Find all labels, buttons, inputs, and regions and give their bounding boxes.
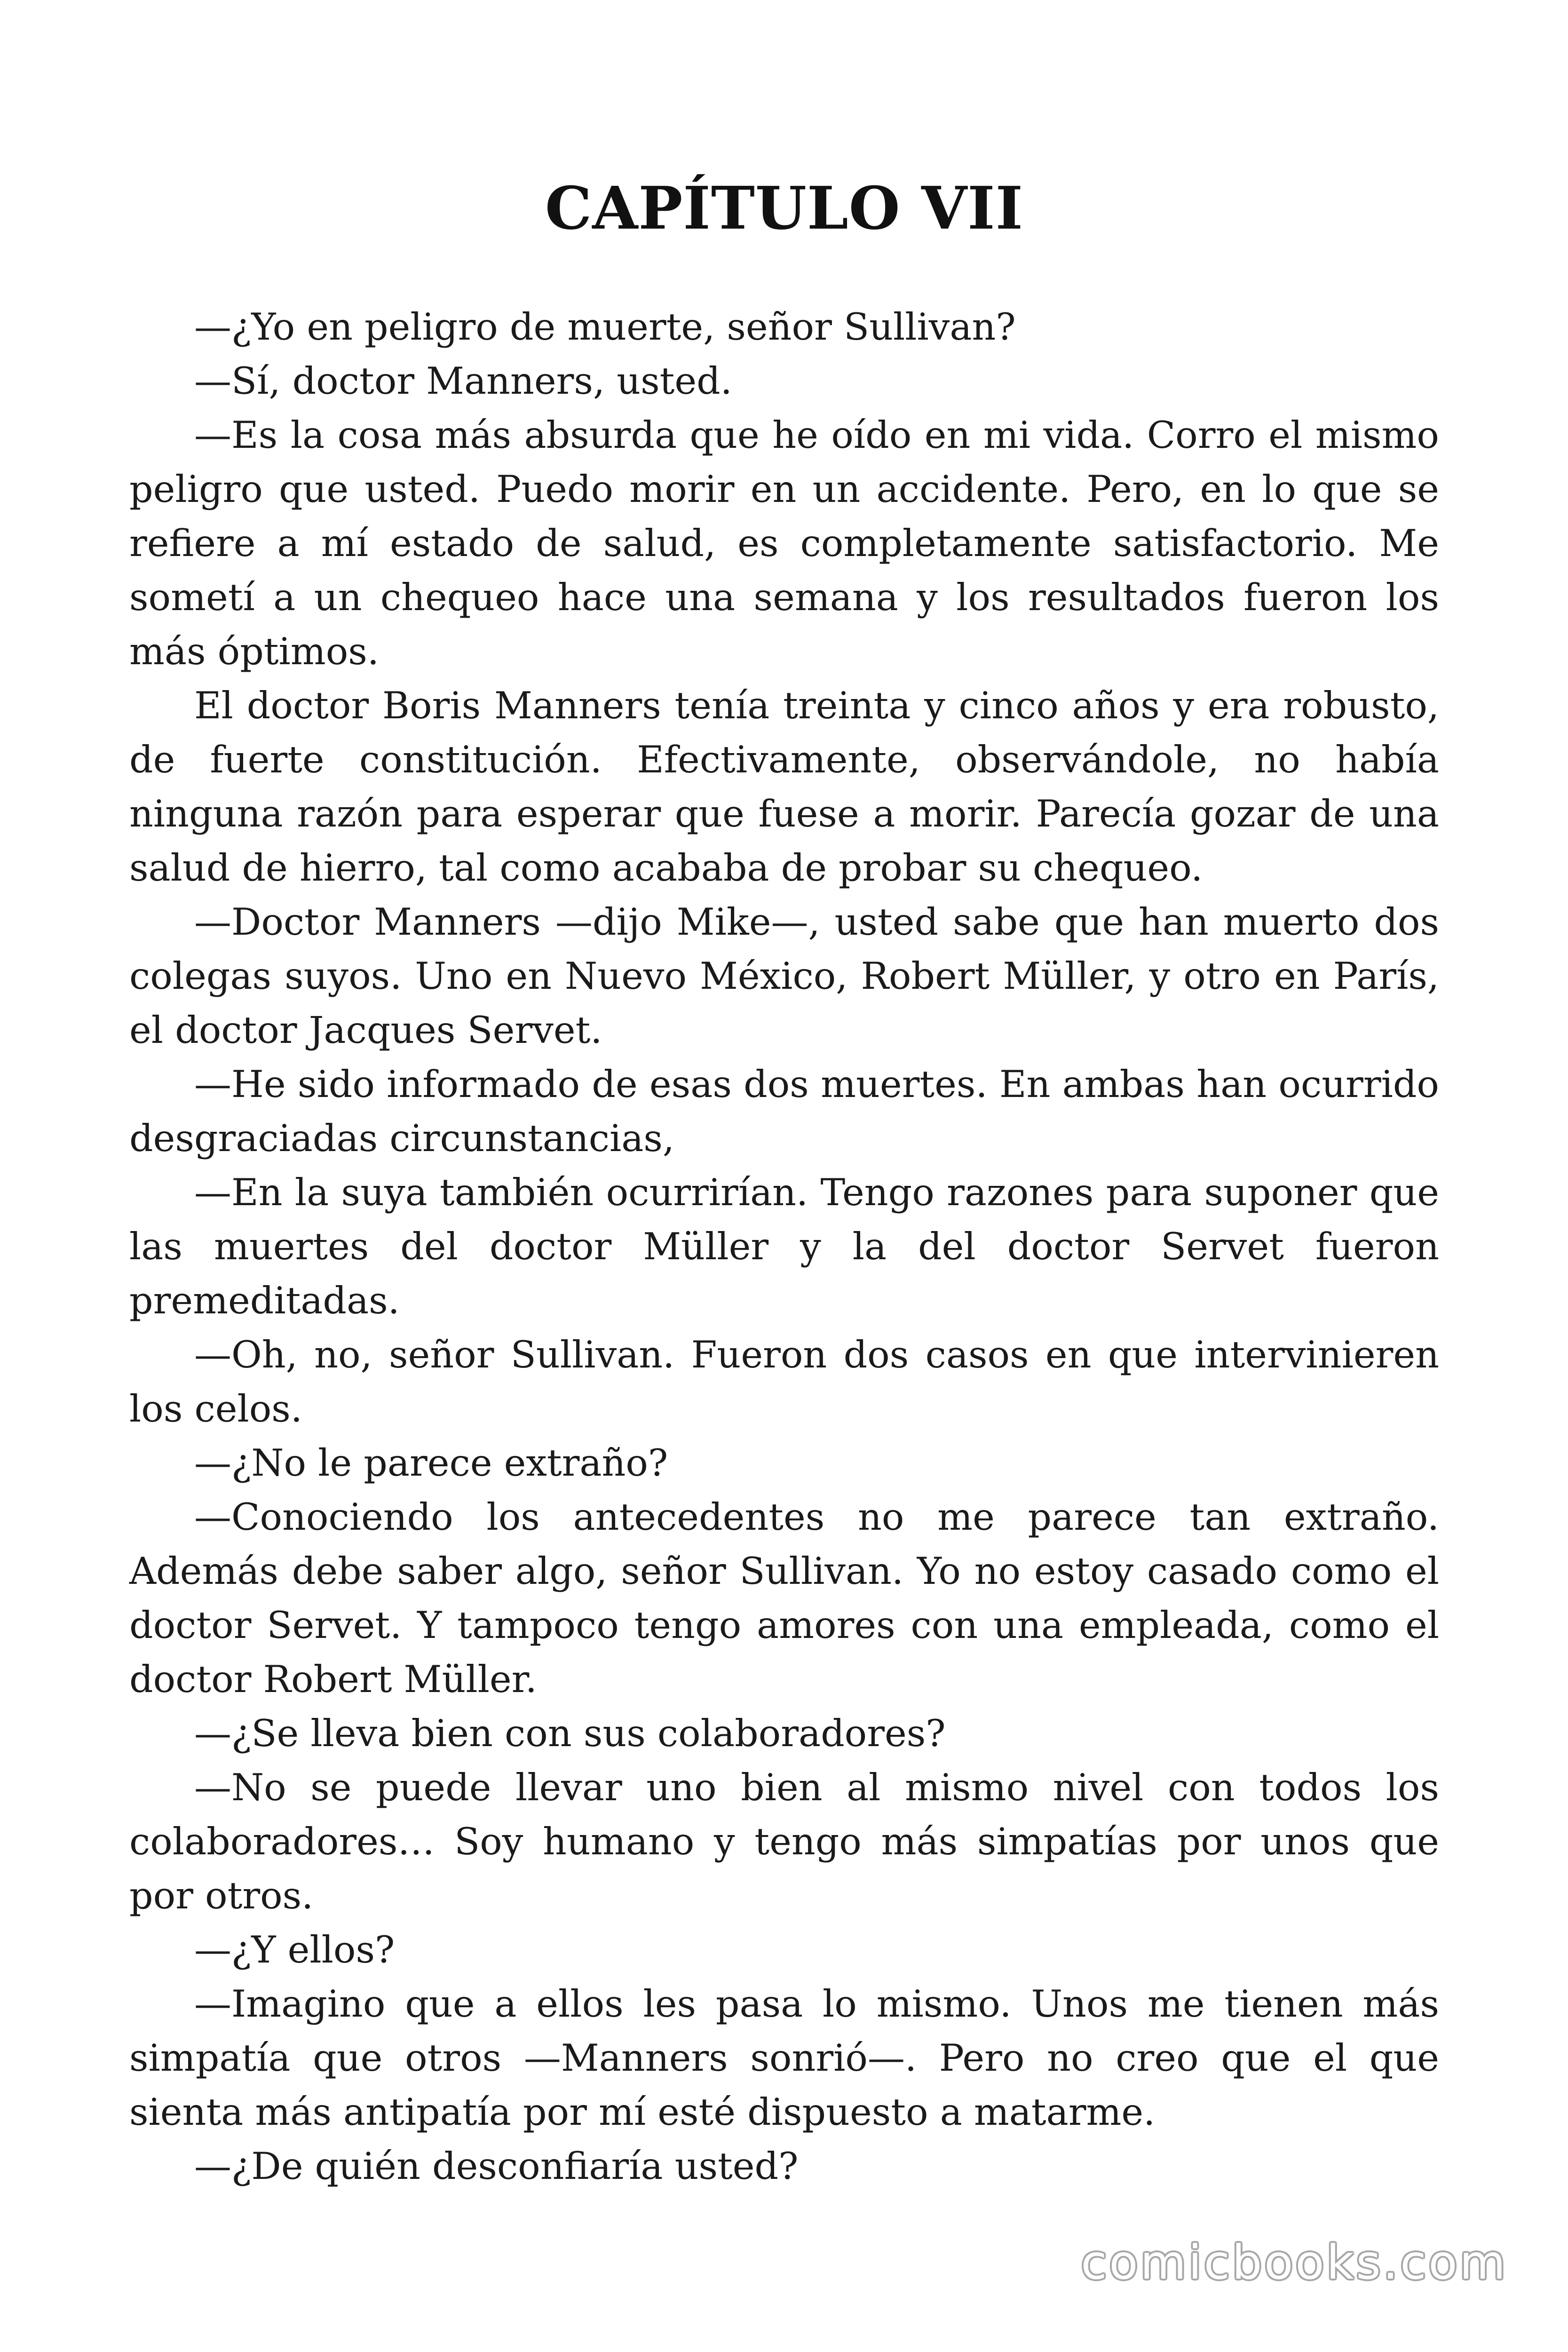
paragraph: El doctor Boris Manners tenía treinta y cinco años y era robusto, de fuerte constitución. Efectivamente, observándole, no había ninguna razón para esperar que fuese a morir. Parecía gozar de una salud de hierro, tal como acababa de probar su chequeo.	[129, 684, 1439, 890]
paragraph: —Imagino que a ellos les pasa lo mismo. Unos me tienen más simpatía que otros —Manners sonrió—. Pero no creo que el que sienta más antipatía por mí esté dispuesto a matarme.	[129, 1982, 1439, 2134]
paragraph: —¿Se lleva bien con sus colaboradores?	[194, 1712, 946, 1755]
paragraph: —Conociendo los antecedentes no me parece tan extraño. Además debe saber algo, señor Sullivan. Yo no estoy casado como el doctor Servet. Y tampoco tengo amores con una empleada, como el doctor Robert Müller.	[129, 1495, 1439, 1701]
paragraph: —¿De quién desconfiaría usted?	[194, 2145, 799, 2188]
paragraph: —No se puede llevar uno bien al mismo nivel con todos los colaboradores… Soy humano y tengo más simpatías por unos que por otros.	[129, 1766, 1439, 1917]
paragraph: —He sido informado de esas dos muertes. En ambas han ocurrido desgraciadas circunstancias,	[129, 1063, 1439, 1160]
paragraph: —¿Y ellos?	[194, 1928, 395, 1971]
watermark: comicbooks.com	[1081, 2235, 1508, 2290]
paragraph: —Oh, no, señor Sullivan. Fueron dos casos en que intervinieren los celos.	[129, 1333, 1439, 1430]
paragraph: —Sí, doctor Manners, usted.	[194, 359, 732, 403]
paragraph: —En la suya también ocurrirían. Tengo razones para suponer que las muertes del doctor Müller y la del doctor Servet fueron premeditadas.	[129, 1171, 1439, 1322]
paragraph: —Doctor Manners —dijo Mike—, usted sabe que han muerto dos colegas suyos. Uno en Nuevo México, Robert Müller, y otro en París, el doctor Jacques Servet.	[129, 900, 1439, 1052]
body-text	[129, 300, 1439, 2193]
paragraph: —¿No le parece extraño?	[194, 1441, 668, 1485]
book-page	[129, 0, 1439, 2352]
paragraph: —Es la cosa más absurda que he oído en mi vida. Corro el mismo peligro que usted. Puedo morir en un accidente. Pero, en lo que se refiere a mí estado de salud, es completamente satisfactorio. Me sometí a un chequeo hace una semana y los resultados fueron los más óptimos.	[129, 413, 1439, 673]
paragraph: —¿Yo en peligro de muerte, señor Sullivan?	[194, 305, 1016, 349]
chapter-title: CAPÍTULO VII	[545, 174, 1024, 243]
